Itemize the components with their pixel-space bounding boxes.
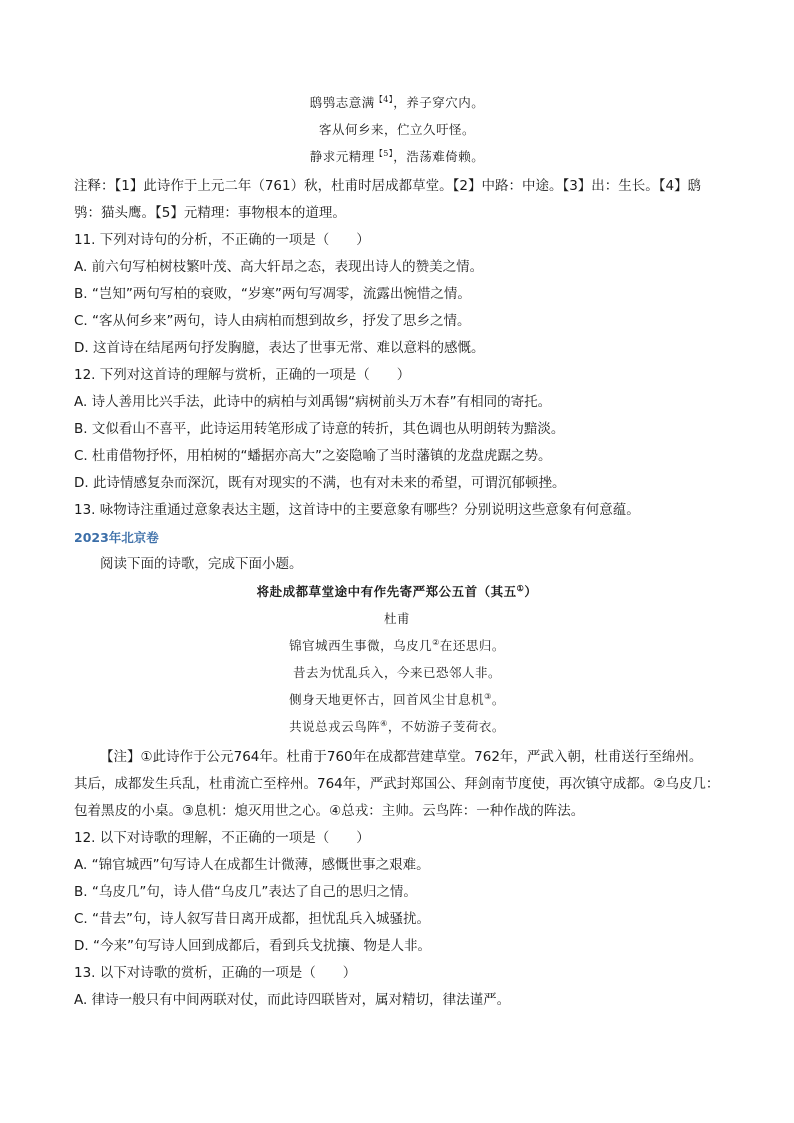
- annotation-line: 注释：【1】此诗作于上元二年（761）秋，杜甫时居成都草堂。【2】中路：中途。【3】出：生长。【4】鸱: [74, 178, 702, 194]
- poem-line: 锦官城西生事微，乌皮几②在还思归。: [289, 637, 505, 653]
- option-a: A. 诗人善用比兴手法，此诗中的病柏与刘禹锡“病树前头万木春”有相同的寄托。: [74, 394, 552, 410]
- annotation-line: 【注】①此诗作于公元764年。杜甫于760年在成都营建草堂。762年，严武入朝，杜甫送行至绵州。: [100, 749, 703, 765]
- poem-author: 杜甫: [383, 611, 410, 626]
- question-stem: 12. 以下对诗歌的理解，不正确的一项是（ ）: [74, 830, 370, 846]
- option-a: A. 前六句写柏树枝繁叶茂、高大轩昂之态，表现出诗人的赞美之情。: [74, 259, 484, 275]
- annotation-line: 鸮：猫头鹰。【5】元精理：事物根本的道理。: [74, 205, 346, 221]
- option-a: A. 律诗一般只有中间两联对仗，而此诗四联皆对，属对精切，律法谨严。: [74, 992, 511, 1008]
- option-c: C. 杜甫借物抒怀，用柏树的“蟠据亦高大”之姿隐喻了当时藩镇的龙盘虎踞之势。: [74, 448, 552, 464]
- option-d: D. 此诗情感复杂而深沉，既有对现实的不满，也有对未来的希望，可谓沉郁顿挫。: [74, 475, 566, 491]
- poem-line: 静求元精理$^{【5】}$，浩荡难倚赖。: [309, 148, 485, 164]
- question-stem: 13. 咏物诗注重通过意象表达主题，这首诗中的主要意象有哪些？分别说明这些意象有何意蕴。: [74, 502, 640, 518]
- option-b: B. 文似看山不喜平，此诗运用转笔形成了诗意的转折，其色调也从明朗转为黯淡。: [74, 421, 565, 437]
- section-heading: 2023年北京卷: [74, 530, 159, 545]
- option-b: B. “岂知”两句写柏的衰败，“岁寒”两句写凋零，流露出惋惜之情。: [74, 286, 471, 302]
- option-d: D. 这首诗在结尾两句抒发胸臆，表达了世事无常、难以意料的感慨。: [74, 340, 485, 356]
- poem-line: 客从何乡来，伫立久吁怪。: [318, 122, 475, 137]
- question-stem: 13. 以下对诗歌的赏析，正确的一项是（ ）: [74, 965, 357, 981]
- annotation-line: 其后，成都发生兵乱，杜甫流亡至梓州。764年，严武封郑国公、拜剑南节度使，再次镇守成都。②乌皮几：: [74, 776, 720, 792]
- option-d: D. “今来”句写诗人回到成都后，看到兵戈扰攘、物是人非。: [74, 938, 431, 954]
- poem-line: 侧身天地更怀古，回首风尘甘息机③。: [289, 691, 505, 707]
- option-b: B. “乌皮几”句，诗人借“乌皮几”表达了自己的思归之情。: [74, 884, 417, 900]
- instruction: 阅读下面的诗歌，完成下面小题。: [100, 556, 303, 572]
- option-c: C. “昔去”句，诗人叙写昔日离开成都，担忧乱兵入城骚扰。: [74, 911, 430, 927]
- option-a: A. “锦官城西”句写诗人在成都生计微薄，感慨世事之艰难。: [74, 857, 430, 873]
- poem-line: 昔去为忧乱兵入，今来已恐邻人非。: [292, 665, 501, 680]
- option-c: C. “客从何乡来”两句，诗人由病柏而想到故乡，抒发了思乡之情。: [74, 313, 471, 329]
- question-stem: 12. 下列对这首诗的理解与赏析，正确的一项是（ ）: [74, 367, 411, 383]
- poem-line: 鸱鸮志意满$^{【4】}$，养子穿穴内。: [309, 94, 485, 110]
- question-stem: 11. 下列对诗句的分析，不正确的一项是（ ）: [74, 232, 370, 248]
- annotation-line: 包着黑皮的小桌。③息机：熄灭用世之心。④总戎：主帅。云鸟阵：一种作战的阵法。: [74, 803, 585, 819]
- poem-title: 将赴成都草堂途中有作先寄严郑公五首（其五①）: [256, 582, 538, 599]
- poem-line: 共说总戎云鸟阵④，不妨游子芰荷衣。: [289, 718, 505, 734]
